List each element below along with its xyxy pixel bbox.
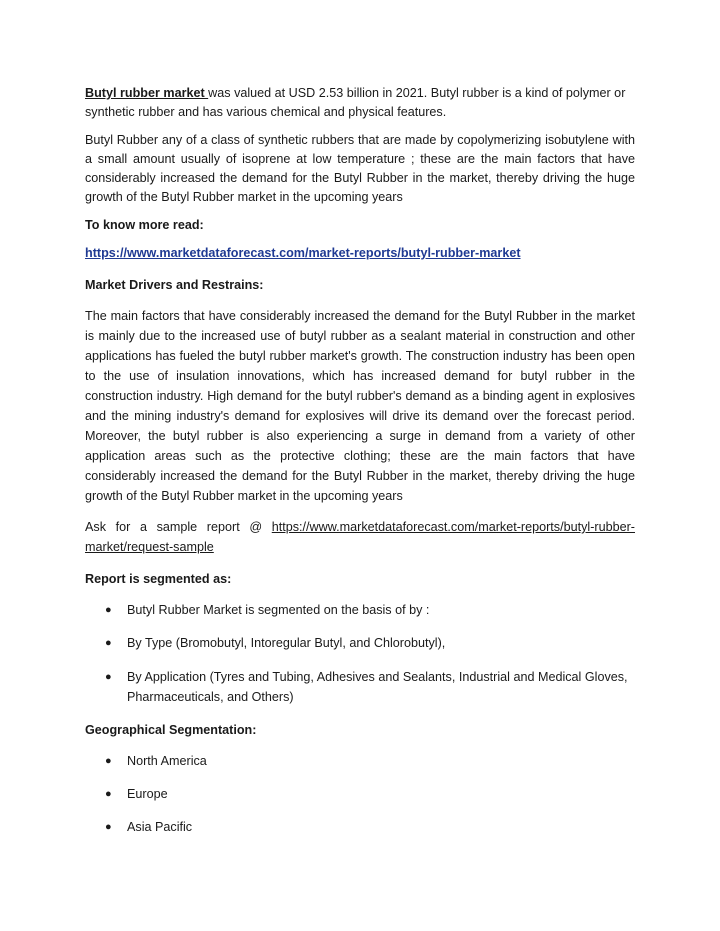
sample-prefix: Ask for a sample report @ — [85, 520, 272, 534]
intro-paragraph — [85, 84, 635, 122]
document-page — [85, 84, 635, 837]
bullet-icon: ● — [105, 821, 112, 833]
segment-list — [85, 601, 635, 707]
sample-paragraph — [85, 517, 635, 557]
bullet-icon: ● — [105, 671, 112, 683]
region-text: Europe — [127, 787, 168, 801]
know-more-label: To know more read: — [85, 218, 204, 232]
list-item — [85, 785, 635, 804]
bullet-icon: ● — [105, 637, 112, 649]
region-list — [85, 752, 635, 837]
drivers-paragraph: The main factors that have considerably increased the demand for the Butyl Rubber in the market is mainly due to the increased use of butyl rubber as a sealant material in construction and other applications has fueled the butyl rubber market's growth. The construction industry has been open to the use of insulation innovations, which has increased demand for butyl rubber in the construction industry. High demand for the butyl rubber's demand as a binding agent in explosives and the mining industry's demand for explosives will drive its demand over the forecast period. Moreover, the butyl rubber is also experiencing a surge in demand from a variety of other application areas such as the protective clothing; these are the main factors that have considerably increased the demand for the Butyl Rubber in the market, thereby driving the huge growth of the Butyl Rubber market in the upcoming years — [85, 309, 635, 503]
segment-text: By Application (Tyres and Tubing, Adhesives and Sealants, Industrial and Medical Gloves, Pharmaceuticals, and Others) — [127, 670, 628, 704]
bullet-icon: ● — [105, 604, 112, 616]
region-text: North America — [127, 754, 207, 768]
list-item — [85, 634, 635, 653]
list-item — [85, 667, 635, 707]
list-item — [85, 752, 635, 771]
segmented-heading: Report is segmented as: — [85, 572, 232, 586]
list-item — [85, 601, 635, 620]
butyl-rubber-market-link[interactable]: Butyl rubber market — [85, 86, 209, 100]
list-item — [85, 818, 635, 837]
definition-paragraph: Butyl Rubber any of a class of synthetic rubbers that are made by copolymerizing isobutylene with a small amount usually of isoprene at low temperature ; these are the main factors that have considerably increased the demand for the Butyl Rubber in the market, thereby driving the huge growth of the Butyl Rubber market in the upcoming years — [85, 133, 635, 204]
region-text: Asia Pacific — [127, 820, 193, 834]
drivers-heading: Market Drivers and Restrains: — [85, 278, 264, 292]
segment-text: By Type (Bromobutyl, Intoregular Butyl, and Chlorobutyl), — [127, 636, 446, 650]
sample-report-link[interactable]: https://www.marketdataforecast.com/market-reports/butyl-rubber-market/request-sample — [85, 520, 635, 554]
segment-text: Butyl Rubber Market is segmented on the basis of by : — [127, 603, 430, 617]
report-link[interactable]: https://www.marketdataforecast.com/market-reports/butyl-rubber-market — [85, 246, 521, 260]
geo-heading: Geographical Segmentation: — [85, 723, 257, 737]
intro-text: was valued at USD 2.53 billion in 2021. Butyl rubber is a kind of polymer or synthetic rubber and has various chemical and physical features. — [85, 86, 626, 119]
bullet-icon: ● — [105, 755, 112, 767]
bullet-icon: ● — [105, 788, 112, 800]
report-link-paragraph — [85, 244, 635, 263]
